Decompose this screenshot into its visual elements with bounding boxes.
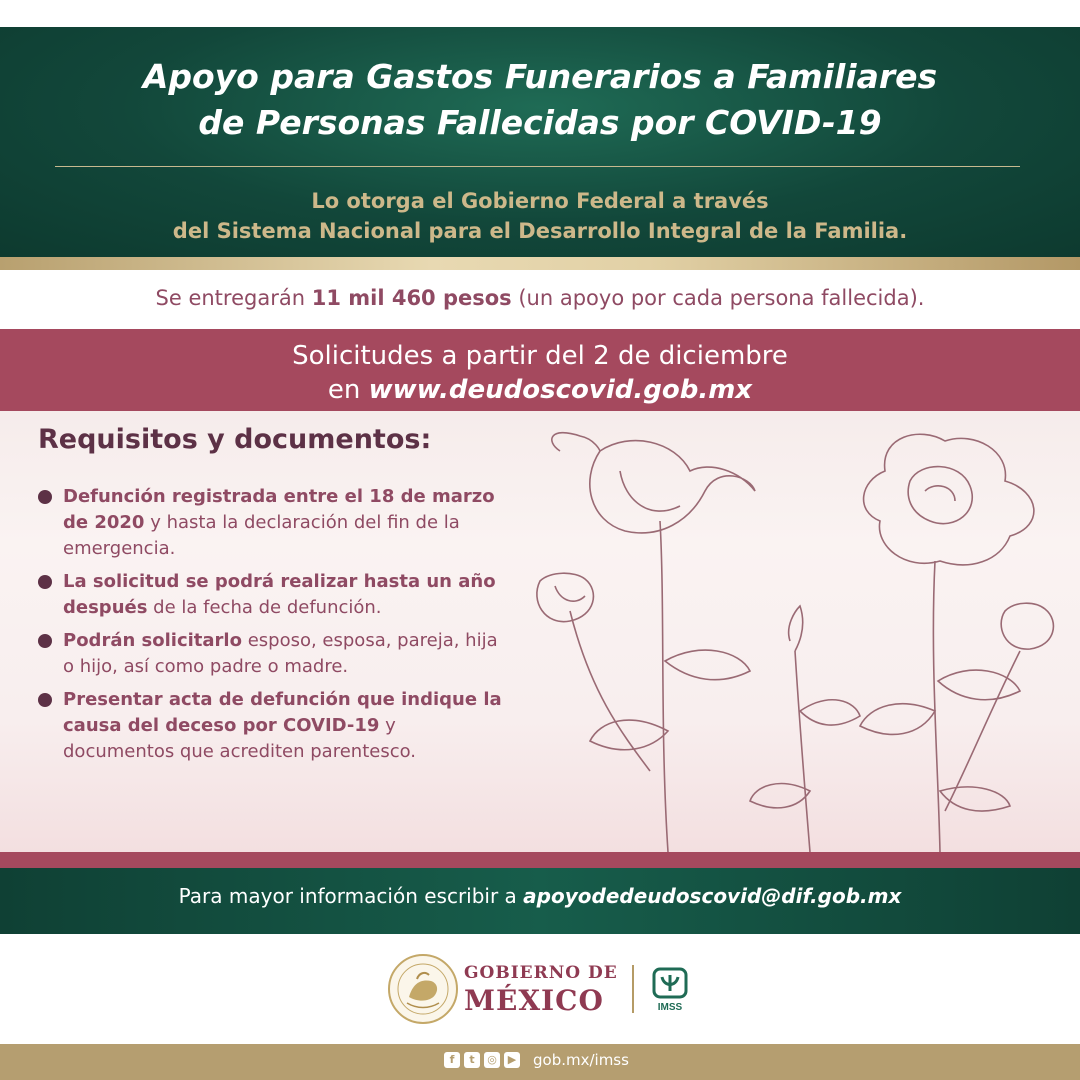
item-bold-text: La solicitud se podrá realizar hasta un año después <box>63 571 496 618</box>
imss-logo-icon <box>650 967 690 1013</box>
bullet-icon <box>38 575 52 589</box>
title-divider <box>55 166 1020 167</box>
amount-suffix: (un apoyo por cada persona fallecida). <box>511 286 925 310</box>
mexico-seal-icon <box>387 953 459 1025</box>
instagram-icon[interactable]: ◎ <box>484 1052 500 1068</box>
banner-date-text: Solicitudes a partir del 2 de diciembre <box>292 341 788 371</box>
contact-text <box>0 884 1080 908</box>
bullet-icon <box>38 634 52 648</box>
gobierno-logo-line-2: MÉXICO <box>464 984 604 1017</box>
item-text: esposo, esposa, pareja, hija o hijo, así como padre o madre. <box>63 630 498 677</box>
gold-band <box>0 257 1080 270</box>
youtube-icon[interactable]: ▶ <box>504 1052 520 1068</box>
contact-prefix: Para mayor información escribir a <box>178 884 524 908</box>
item-text: y documentos que acrediten parentesco. <box>63 715 417 762</box>
subtitle <box>0 186 1080 246</box>
requirements-list <box>38 484 508 772</box>
gobierno-logo-line-1: GOBIERNO DE <box>464 963 618 983</box>
subtitle-line-1: Lo otorga el Gobierno Federal a través <box>311 189 769 213</box>
title-line-2: de Personas Fallecidas por COVID-19 <box>198 103 882 142</box>
facebook-icon[interactable]: f <box>444 1052 460 1068</box>
social-url-link[interactable]: gob.mx/imss <box>533 1051 629 1069</box>
pink-strip <box>0 852 1080 868</box>
item-bold-text: Presentar acta de defunción que indique la causa del deceso por COVID-19 <box>63 689 502 736</box>
flower-illustration <box>500 411 1080 852</box>
imss-label: IMSS <box>657 1002 683 1013</box>
item-text: de la fecha de defunción. <box>147 597 382 618</box>
banner-url-line <box>0 373 1080 407</box>
amount-text <box>0 286 1080 310</box>
item-text: y hasta la declaración del fin de la emergencia. <box>63 512 460 559</box>
requirements-title: Requisitos y documentos: <box>38 424 432 455</box>
title-line-1: Apoyo para Gastos Funerarios a Familiares <box>142 57 938 96</box>
bullet-icon <box>38 490 52 504</box>
list-item <box>38 628 508 680</box>
list-item <box>38 569 508 621</box>
list-item <box>38 484 508 562</box>
subtitle-line-2: del Sistema Nacional para el Desarrollo Integral de la Familia. <box>172 219 908 243</box>
item-bold-text: Defunción registrada entre el 18 de marzo de 2020 <box>63 486 495 533</box>
bullet-icon <box>38 693 52 707</box>
banner-url-link[interactable]: www.deudoscovid.gob.mx <box>368 375 753 405</box>
amount-value: 11 mil 460 pesos <box>311 286 512 310</box>
page-title <box>0 54 1080 146</box>
twitter-icon[interactable]: t <box>464 1052 480 1068</box>
contact-email-link[interactable]: apoyodedeudoscovid@dif.gob.mx <box>523 884 902 908</box>
item-bold-text: Podrán solicitarlo <box>63 630 242 651</box>
banner-url-prefix: en <box>327 375 369 405</box>
social-icons <box>444 1052 520 1072</box>
amount-prefix: Se entregarán <box>155 286 312 310</box>
list-item <box>38 687 508 765</box>
logo-divider <box>632 965 634 1013</box>
